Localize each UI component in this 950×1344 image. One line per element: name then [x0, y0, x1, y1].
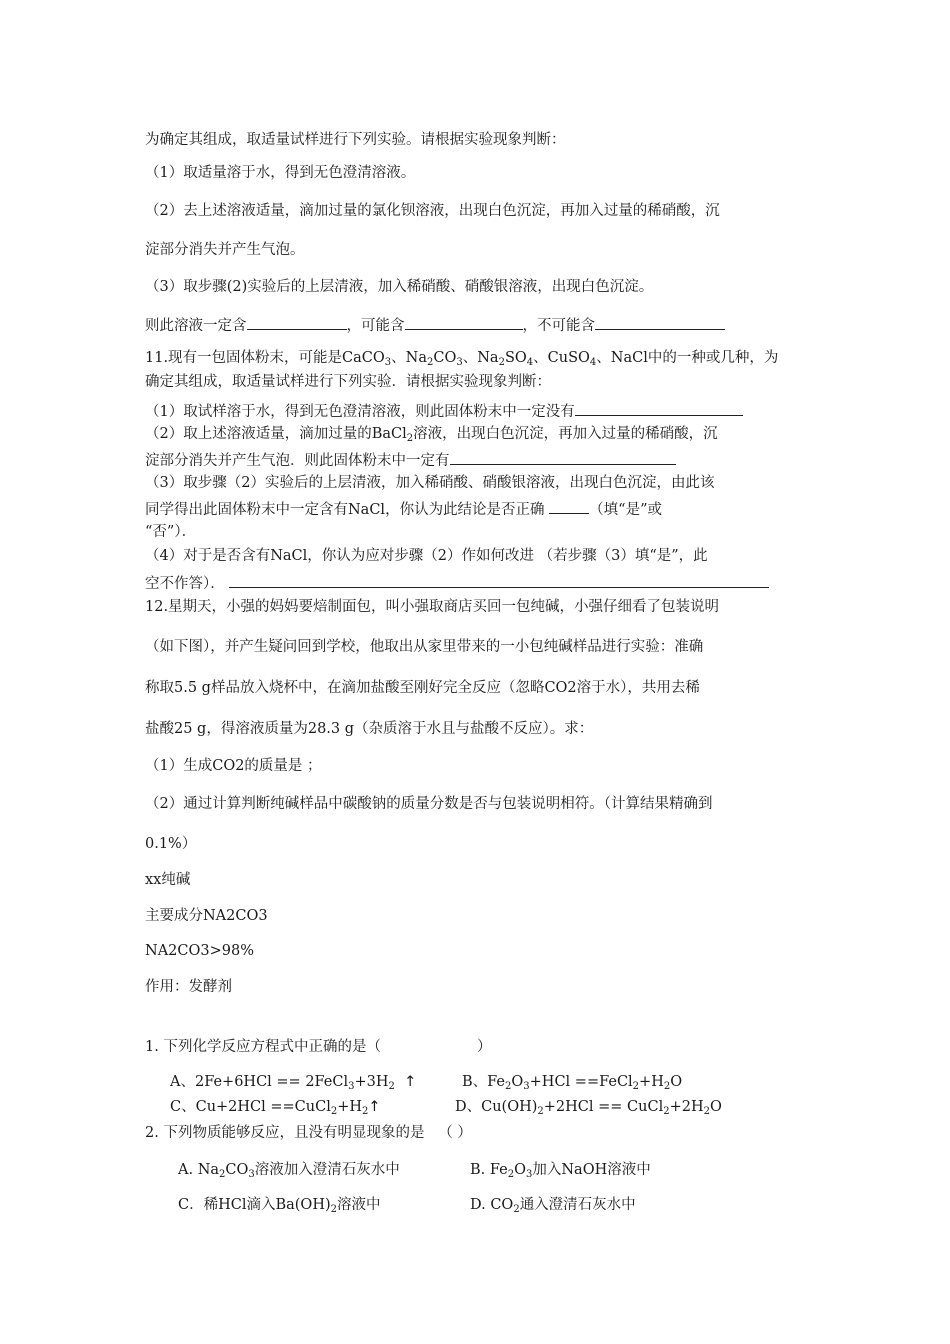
subscript: 3 [456, 357, 463, 368]
q11-text: （2）取上述溶液适量，滴加过量的BaCl [145, 426, 407, 442]
q11-line8: “否”）． [145, 524, 197, 540]
q11-answer-blank-1[interactable] [575, 399, 743, 416]
option-text: +2HCl == CuCl [543, 1099, 664, 1115]
q11-text: 空不作答）． [145, 576, 225, 592]
mc1-option-b[interactable] [462, 1072, 682, 1092]
mc2-option-d[interactable] [470, 1195, 636, 1215]
q11-line5 [145, 448, 676, 471]
q10-fill-prefix: 则此溶液一定含 [145, 318, 247, 334]
q10-fill-line [145, 313, 725, 336]
subscript: 2 [388, 1081, 395, 1092]
subscript: 3 [523, 1081, 530, 1092]
option-text: +H [337, 1099, 363, 1115]
mc2-stem [145, 1123, 472, 1143]
subscript: 2 [362, 1106, 369, 1117]
q10-fill-mid: ，可能含 [346, 318, 405, 334]
subscript: 2 [219, 1169, 226, 1180]
gas-arrow-icon: ↑ [368, 1099, 381, 1115]
subscript: 2 [505, 1081, 512, 1092]
q12-line1: 12.星期天，小强的妈妈要焙制面包，叫小强取商店买回一包纯碱，小强仔细看了包装说明 [145, 599, 720, 615]
q11-text: 淀部分消失并产生气泡．则此固体粉末中一定有 [145, 453, 450, 469]
option-text: B. Fe [470, 1162, 508, 1178]
option-text: +2H [669, 1099, 704, 1115]
subscript: 4 [526, 357, 534, 368]
option-text: +H [639, 1074, 664, 1090]
subscript: 3 [526, 1169, 533, 1180]
q11-line2: 确定其组成，取适量试样进行下列实验．请根据实验现象判断： [145, 374, 551, 390]
mc2-answer-paren[interactable]: （ ） [438, 1125, 472, 1141]
mc1-stem-text: 1. 下列化学反应方程式中正确的是（ [145, 1039, 381, 1055]
q11-answer-blank-2[interactable] [450, 448, 676, 465]
q11-answer-blank-3[interactable] [549, 497, 589, 514]
q10-step2-line2: 淀部分消失并产生气泡。 [145, 242, 305, 258]
option-text: CO [225, 1162, 249, 1178]
q11-text: 、NaCl中的一种或几种，为 [596, 350, 779, 366]
mc1-stem [145, 1037, 491, 1057]
q12-line2: （如下图），并产生疑问回到学校，他取出从家里带来的一小包纯碱样品进行实验：准确 [145, 639, 704, 655]
option-text: O [710, 1099, 722, 1115]
q11-text: 、CuSO [533, 350, 590, 366]
subscript: 2 [663, 1081, 671, 1092]
q11-answer-blank-4[interactable] [229, 571, 769, 588]
q10-fill-suffix: ，不可能含 [522, 318, 595, 334]
q11-text: 11.现有一包固体粉末，可能是CaCO [145, 350, 385, 366]
q11-line4 [145, 424, 718, 444]
mc1-close-paren: ） [476, 1039, 492, 1055]
option-text: C、Cu+2HCl ==CuCl [170, 1099, 331, 1115]
subscript: 2 [537, 1106, 544, 1117]
subscript: 4 [589, 357, 597, 368]
option-text: B、Fe [462, 1074, 506, 1090]
option-text: 加入NaOH溶液中 [532, 1162, 651, 1178]
subscript: 2 [507, 1169, 515, 1180]
mc1-option-c[interactable] [170, 1097, 381, 1117]
subscript: 2 [703, 1106, 710, 1117]
q12-part2: （2）通过计算判断纯碱样品中碳酸钠的质量分数是否与包装说明相符。（计算结果精确到 [145, 796, 713, 812]
subscript: 3 [348, 1081, 355, 1092]
option-text: 溶液加入澄清石灰水中 [254, 1162, 400, 1178]
option-text: D. CO [470, 1197, 514, 1213]
q10-step1: （1）取适量溶于水，得到无色澄清溶液。 [145, 165, 416, 181]
q11-line1 [145, 348, 778, 368]
mc1-option-a[interactable] [170, 1072, 416, 1092]
q11-line10 [145, 571, 769, 594]
gas-arrow-icon: ↑ [404, 1074, 417, 1090]
q12-precision: 0.1%） [145, 836, 197, 852]
subscript: 2 [498, 357, 505, 368]
option-text: O [514, 1162, 526, 1178]
q11-line6: （3）取步骤（2）实验后的上层清液，加入稀硝酸、硝酸银溶液，出现白色沉淀，由此该 [145, 475, 715, 491]
q10-step2-line1: （2）去上述溶液适量，滴加过量的氯化钡溶液，出现白色沉淀，再加入过量的稀硝酸，沉 [145, 203, 720, 219]
subscript: 2 [330, 1204, 337, 1215]
option-text: A、2Fe+6HCl == 2FeCl [170, 1074, 349, 1090]
q11-text: CO [433, 350, 457, 366]
q11-text: SO [504, 350, 527, 366]
q11-line7 [145, 497, 662, 520]
q11-text: （填“是”或 [589, 502, 662, 518]
option-text: O [670, 1074, 683, 1090]
q12-line4: 盐酸25 g，得溶液质量为28.3 g（杂质溶于水且与盐酸不反应）。求： [145, 721, 594, 737]
q12-part1: （1）生成CO2的质量是 ； [145, 758, 322, 774]
package-label-ingredient: 主要成分NA2CO3 [145, 908, 268, 924]
option-text: O [511, 1074, 524, 1090]
option-text: +3H [354, 1074, 389, 1090]
subscript: 2 [427, 357, 434, 368]
q11-text: 同学得出此固体粉末中一定含有NaCl，你认为此结论是否正确 [145, 502, 545, 518]
option-text: 溶液中 [337, 1197, 381, 1213]
mc2-option-a[interactable] [178, 1160, 400, 1180]
package-label-use: 作用：发酵剂 [145, 979, 232, 995]
subscript: 2 [406, 433, 414, 444]
q11-text: 、Na [462, 350, 499, 366]
q10-answer-blank-impossible[interactable] [595, 313, 725, 330]
subscript: 2 [632, 1081, 640, 1092]
q11-line3 [145, 399, 743, 422]
subscript: 2 [663, 1106, 670, 1117]
q11-text: （1）取试样溶于水，得到无色澄清溶液，则此固体粉末中一定没有 [145, 404, 575, 420]
q11-text: 、Na [391, 350, 427, 366]
mc2-option-b[interactable] [470, 1160, 651, 1180]
q10-step3: （3）取步骤(2)实验后的上层清液，加入稀硝酸、硝酸银溶液，出现白色沉淀。 [145, 279, 654, 295]
option-text: A. Na [178, 1162, 220, 1178]
mc1-option-d[interactable] [455, 1097, 722, 1117]
option-text: +HCl ==FeCl [529, 1074, 633, 1090]
q11-text: 溶液，出现白色沉淀，再加入过量的稀硝酸，沉 [413, 426, 718, 442]
q10-answer-blank-possible[interactable] [405, 313, 523, 330]
subscript: 3 [384, 357, 392, 368]
package-label-purity: NA2CO3>98% [145, 943, 254, 959]
option-text: 通入澄清石灰水中 [519, 1197, 636, 1213]
option-text: C．稀HCl滴入Ba(OH) [178, 1197, 331, 1213]
subscript: 2 [330, 1106, 338, 1117]
q11-line9: （4）对于是否含有NaCl，你认为应对步骤（2）作如何改进 （若步骤（3）填“是”，此 [145, 548, 708, 564]
q10-intro: 为确定其组成，取适量试样进行下列实验。请根据实验现象判断： [145, 132, 566, 148]
mc2-option-c[interactable] [178, 1195, 381, 1215]
q12-line3: 称取5.5 g样品放入烧杯中，在滴加盐酸至刚好完全反应（忽略CO2溶于水），共用去稀 [145, 680, 700, 696]
subscript: 3 [248, 1169, 255, 1180]
subscript: 2 [513, 1204, 520, 1215]
mc2-stem-text: 2. 下列物质能够反应，且没有明显现象的是 [145, 1125, 425, 1141]
option-text: D、Cu(OH) [455, 1099, 538, 1115]
q10-answer-blank-certain[interactable] [247, 313, 347, 330]
package-label-name: xx纯碱 [145, 872, 191, 888]
